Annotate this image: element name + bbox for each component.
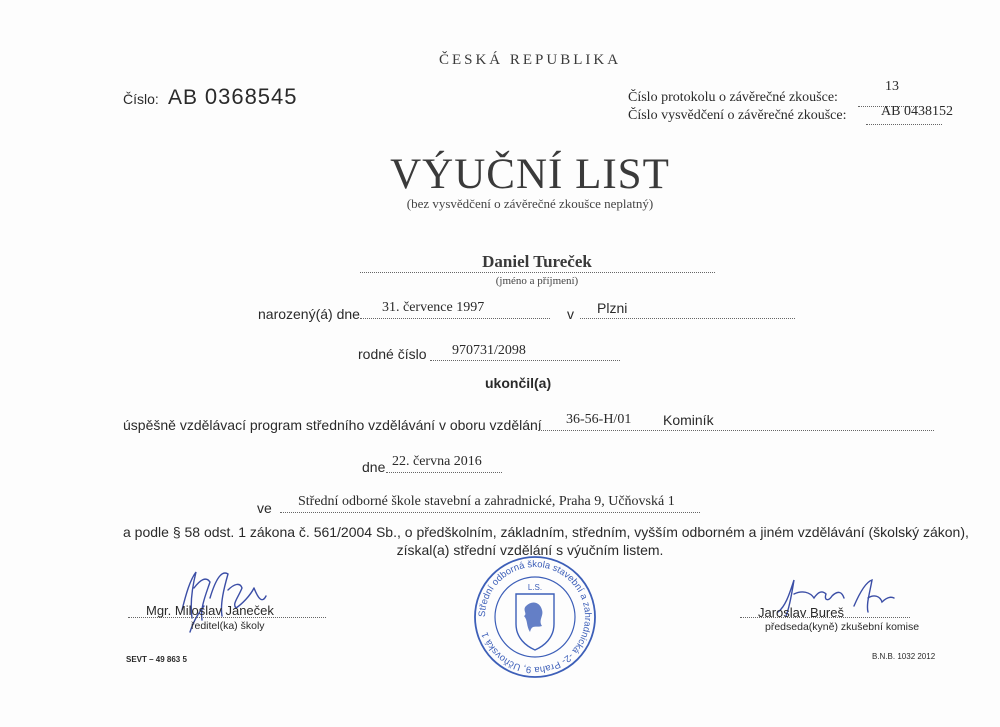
certificate-label: Číslo vysvědčení o závěrečné zkoušce:	[628, 108, 847, 123]
number-prefix: AB	[168, 86, 199, 109]
holder-name: Daniel Tureček	[482, 252, 592, 271]
number-value: 0368545	[204, 84, 298, 109]
born-in-label: v	[567, 306, 574, 322]
protocol-label: Číslo protokolu o závěrečné zkoušce:	[628, 90, 838, 105]
born-date: 31. července 1997	[382, 300, 485, 315]
program-name: Kominík	[663, 412, 714, 428]
stamp-center-text: L.S.	[527, 583, 543, 592]
document-title: VÝUČNÍ LIST	[390, 151, 670, 198]
birth-number-label: rodné číslo	[358, 346, 427, 362]
name-note: (jméno a příjmení)	[495, 275, 579, 287]
director-name: Mgr. Miloslav Janeček	[146, 603, 274, 618]
school-dotline	[280, 512, 700, 513]
director-role: ředitel(ka) školy	[191, 620, 265, 632]
document-number	[168, 84, 298, 110]
born-label: narozený(á) dne	[258, 306, 360, 322]
program-label: úspěšně vzdělávací program středního vzdělávání v oboru vzdělání	[123, 417, 542, 433]
chair-role: předseda(kyně) zkušební komise	[765, 621, 920, 633]
school-value: Střední odborné škole stavební a zahradnické, Praha 9, Učňovská 1	[298, 494, 675, 509]
document-subtitle: (bez vysvědčení o závěrečné zkoušce neplatný)	[406, 196, 654, 211]
completed-label: ukončil(a)	[485, 375, 552, 391]
date-dotline	[386, 472, 502, 473]
law-text-conclusion: získal(a) střední vzdělání s výučním listem.	[396, 542, 664, 558]
birth-number: 970731/2098	[452, 343, 526, 358]
number-label: Číslo:	[123, 91, 159, 107]
lion-icon	[524, 603, 542, 632]
birth-number-dotline	[430, 360, 620, 361]
born-date-dotline	[360, 318, 550, 319]
program-dotline	[538, 430, 934, 431]
certificate-value: AB 0438152	[881, 104, 953, 119]
certificate-dotline	[866, 124, 942, 125]
law-text: a podle § 58 odst. 1 zákona č. 561/2004 Sb., o předškolním, základním, středním, vyšším odborném a jiném vzdělávání (školský zákon),	[123, 524, 969, 540]
country-heading: ČESKÁ REPUBLIKA	[438, 52, 622, 68]
school-label: ve	[257, 500, 272, 516]
date-label: dne	[362, 459, 386, 475]
protocol-value: 13	[885, 79, 899, 94]
born-place-dotline	[580, 318, 795, 319]
date-value: 22. června 2016	[392, 454, 482, 469]
born-place: Plzni	[597, 300, 628, 316]
school-stamp	[472, 554, 598, 680]
footer-print-code: B.N.B. 1032 2012	[872, 652, 936, 661]
stamp-ring-text: Střední odborná škola stavební a zahradnická -2- Praha 9, Učňovská 1	[476, 558, 594, 676]
name-dotline	[360, 272, 715, 273]
footer-form-code: SEVT – 49 863 5	[126, 655, 187, 664]
program-code: 36-56-H/01	[566, 412, 632, 427]
chair-name: Jaroslav Bureš	[758, 605, 844, 620]
